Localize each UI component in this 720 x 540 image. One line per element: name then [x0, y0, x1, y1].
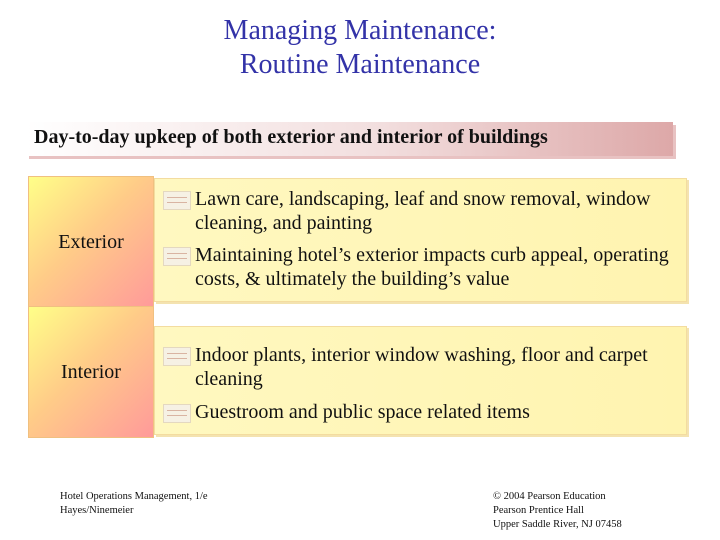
exterior-content-box	[154, 178, 687, 302]
footer-book-title: Hotel Operations Management, 1/e	[60, 491, 208, 502]
footer-location: Upper Saddle River, NJ 07458	[493, 519, 622, 530]
footer-left	[60, 490, 208, 518]
footer-publisher: Pearson Prentice Hall	[493, 505, 584, 516]
document-bullet-icon	[163, 247, 191, 266]
exterior-label-box	[28, 176, 154, 308]
title-line-2: Routine Maintenance	[239, 49, 481, 80]
interior-content-box	[154, 326, 687, 435]
slide-title	[0, 14, 720, 82]
interior-bullet-2-text: Guestroom and public space related items	[195, 401, 530, 423]
document-bullet-icon	[163, 347, 191, 366]
document-bullet-icon	[163, 191, 191, 210]
interior-label-box	[28, 306, 154, 438]
footer-copyright: © 2004 Pearson Education	[493, 491, 606, 502]
subtitle-bar	[26, 122, 673, 156]
exterior-bullet-1-text: Lawn care, landscaping, leaf and snow removal, window cleaning, and painting	[195, 188, 651, 234]
footer-right	[493, 490, 622, 532]
title-line-1: Managing Maintenance:	[223, 15, 497, 46]
exterior-bullet-2-text: Maintaining hotel’s exterior impacts curb appeal, operating costs, & ultimately the building’s value	[195, 244, 669, 290]
interior-bullet-1-text: Indoor plants, interior window washing, floor and carpet cleaning	[195, 344, 648, 390]
interior-label: Interior	[61, 360, 121, 383]
footer-authors: Hayes/Ninemeier	[60, 505, 134, 516]
subtitle-text: Day-to-day upkeep of both exterior and interior of buildings	[34, 126, 548, 148]
document-bullet-icon	[163, 404, 191, 423]
exterior-label: Exterior	[58, 230, 124, 253]
